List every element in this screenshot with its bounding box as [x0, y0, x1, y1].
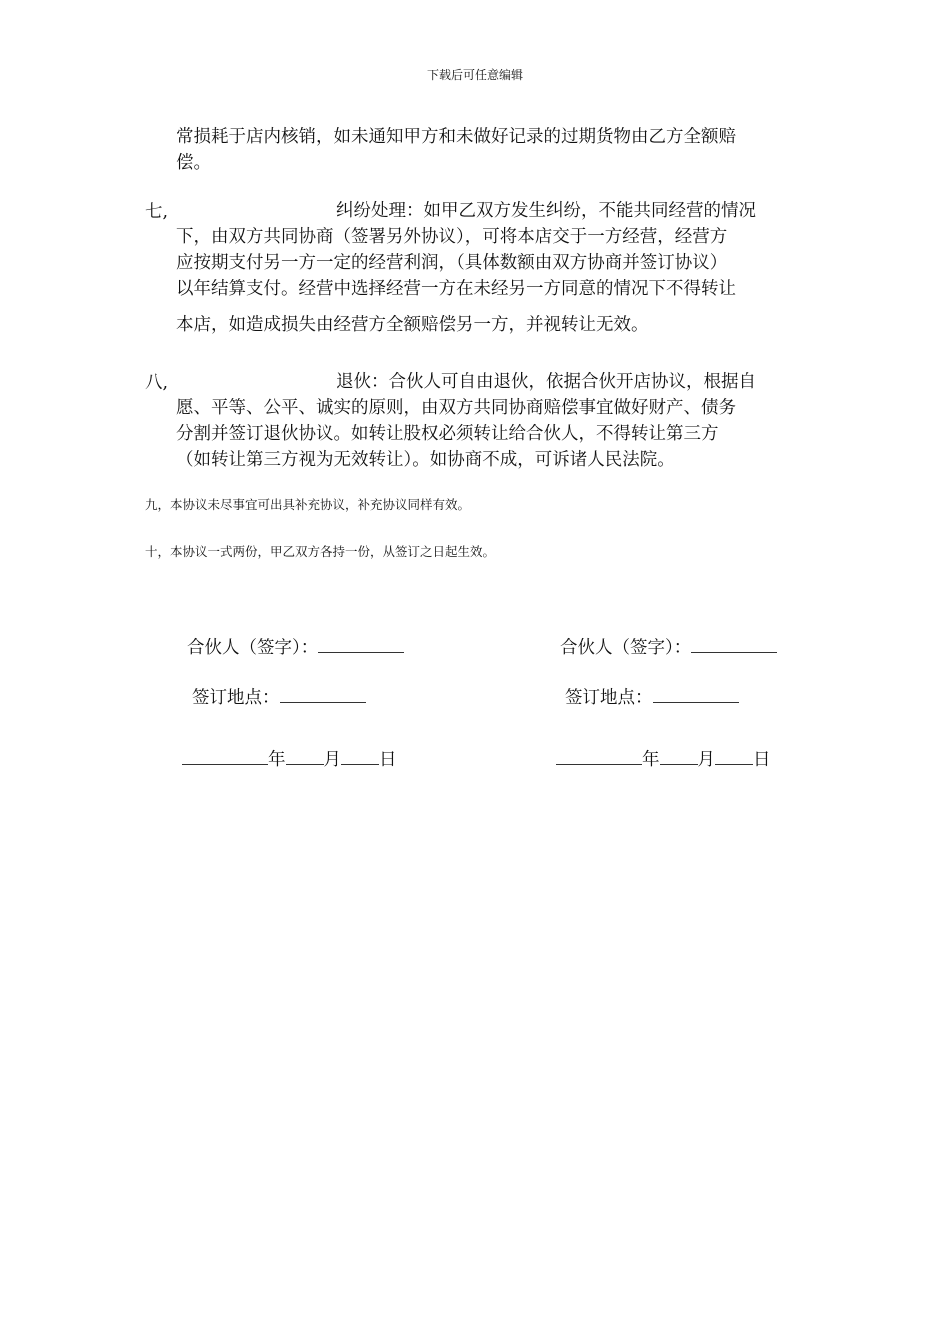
paragraph-line: 应按期支付另一方一定的经营利润，（具体数额由双方协商并签订协议）: [176, 253, 728, 273]
paragraph-line: 分割并签订退伙协议。如转让股权必须转让给合伙人，不得转让第三方: [176, 424, 719, 444]
month-label: 月: [697, 750, 715, 770]
signing-place-blank[interactable]: [280, 684, 366, 703]
right-date-line: [556, 746, 771, 771]
paragraph-line: （如转让第三方视为无效转让）。如协商不成，可诉诸人民法院。: [176, 450, 675, 470]
month-blank[interactable]: [286, 746, 324, 765]
paragraph-line: 常损耗于店内核销，如未通知甲方和未做好记录的过期货物由乙方全额赔: [176, 127, 736, 147]
paragraph-line: 退伙：合伙人可自由退伙，依据合伙开店协议，根据自: [336, 372, 756, 392]
signature-blank[interactable]: [691, 634, 777, 653]
partner-signature-label: 合伙人（签字）：: [187, 638, 319, 658]
left-signing-place: [192, 684, 366, 709]
section-7-number: 七,: [145, 202, 169, 222]
paragraph-line: 愿、平等、公平、诚实的原则，由双方共同协商赔偿事宜做好财产、债务: [176, 398, 736, 418]
section-8-paragraph: [176, 369, 756, 473]
year-blank[interactable]: [556, 746, 642, 765]
partner-signature-label: 合伙人（签字）：: [560, 638, 692, 658]
right-partner-signature: [560, 634, 777, 659]
section-10-text: 十，本协议一式两份，甲乙双方各持一份，从签订之日起生效。: [145, 544, 496, 559]
month-blank[interactable]: [660, 746, 698, 765]
day-blank[interactable]: [715, 746, 753, 765]
section-8-number: 八,: [145, 373, 169, 393]
paragraph-line: 纠纷处理：如甲乙双方发生纠纷，不能共同经营的情况: [336, 201, 756, 221]
paragraph-line: 本店，如造成损失由经营方全额赔偿另一方，并视转让无效。: [176, 315, 649, 335]
continued-paragraph: [176, 124, 736, 176]
paragraph-line: 以年结算支付。经营中选择经营一方在未经另一方同意的情况下不得转让: [176, 279, 736, 299]
section-7-paragraph: [176, 198, 756, 338]
right-signing-place: [565, 684, 739, 709]
year-label: 年: [642, 750, 660, 770]
page-header: 下载后可任意编辑: [426, 68, 523, 82]
signing-place-label: 签订地点：: [565, 688, 653, 708]
left-partner-signature: [187, 634, 404, 659]
day-blank[interactable]: [341, 746, 379, 765]
day-label: 日: [379, 750, 397, 770]
year-blank[interactable]: [182, 746, 268, 765]
signature-blank[interactable]: [318, 634, 404, 653]
left-date-line: [182, 746, 397, 771]
signing-place-blank[interactable]: [653, 684, 739, 703]
day-label: 日: [753, 750, 771, 770]
year-label: 年: [268, 750, 286, 770]
signing-place-label: 签订地点：: [192, 688, 280, 708]
paragraph-line: 下，由双方共同协商（签署另外协议），可将本店交于一方经营，经营方: [176, 227, 728, 247]
paragraph-line: 偿。: [176, 153, 211, 173]
month-label: 月: [323, 750, 341, 770]
section-9-text: 九，本协议未尽事宜可出具补充协议，补充协议同样有效。: [145, 497, 471, 512]
